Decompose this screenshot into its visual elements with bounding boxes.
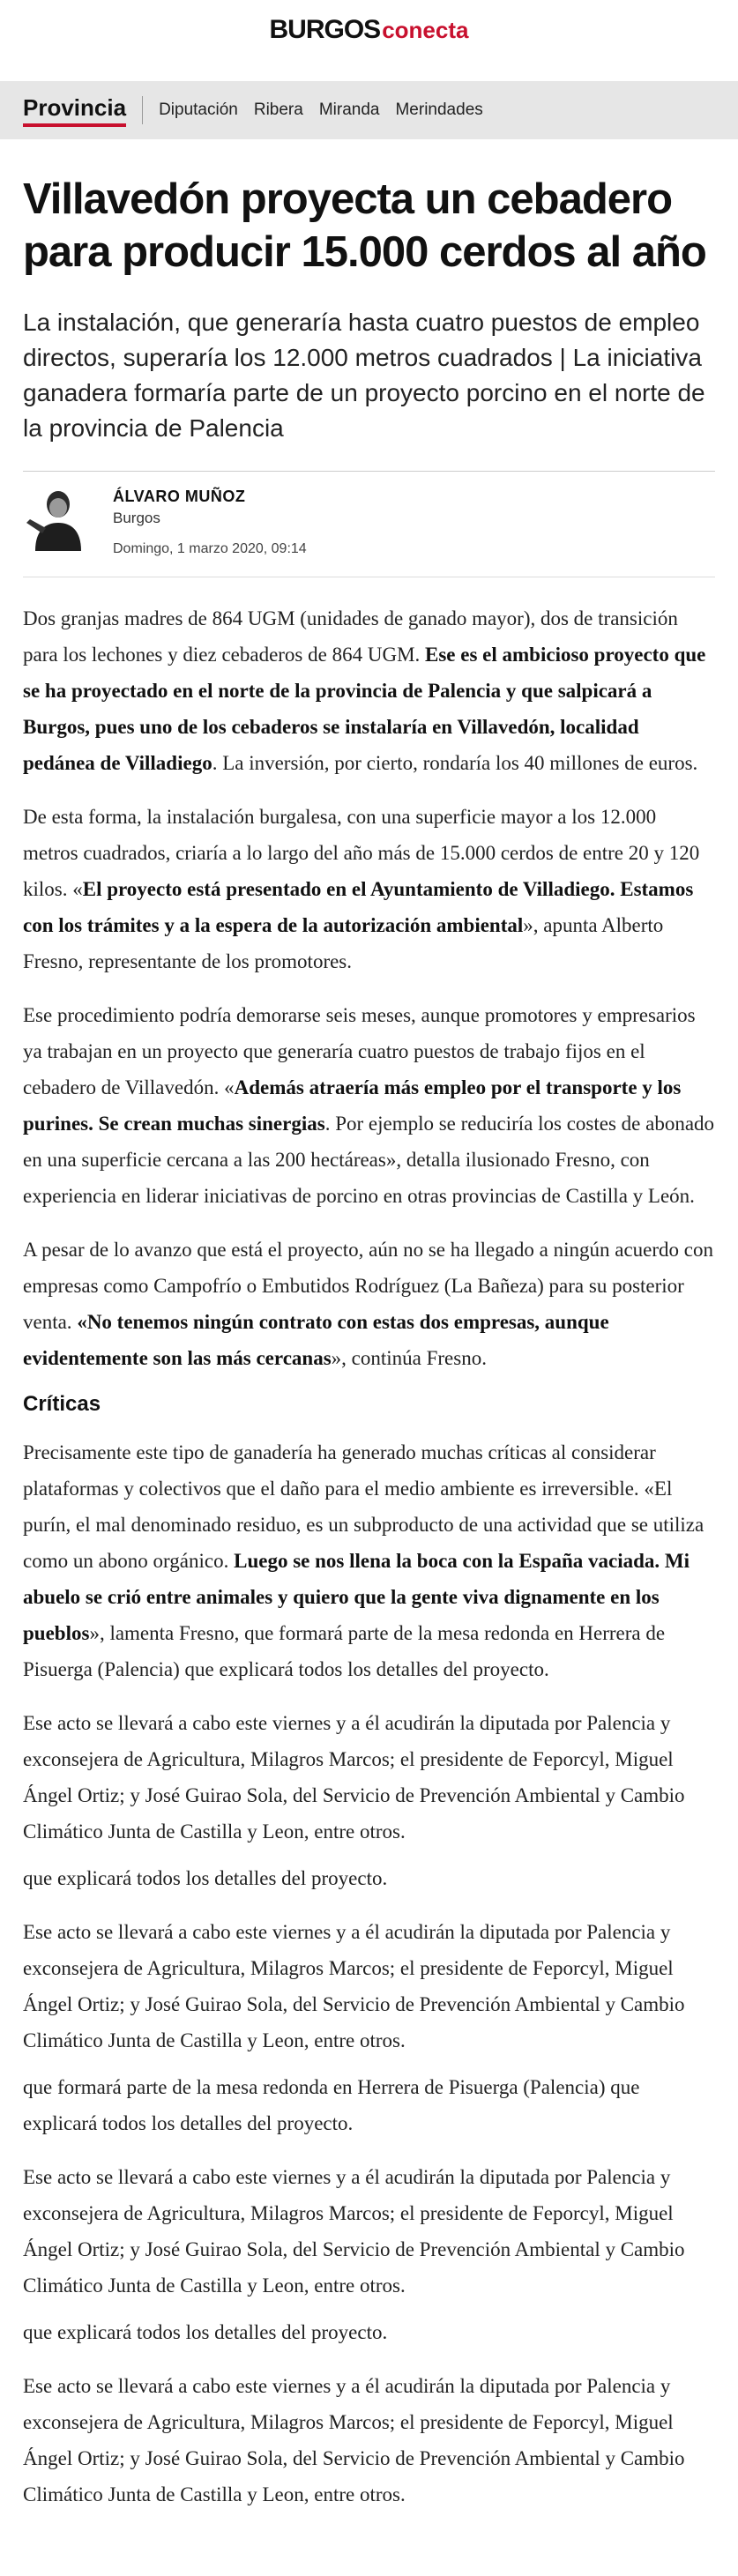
section-nav bbox=[0, 81, 738, 139]
paragraph-12: Ese acto se llevará a cabo este viernes y a él acudirán la diputada por Palencia y exconsejera de Agricultura, Milagros Marcos; el presidente de Feporcyl, Miguel Ángel Ortiz; y José Guirao Sola, del Servicio de Prevención Ambiental y Cambio Climático Junta de Castilla y Leon, entre otros. bbox=[23, 2375, 685, 2505]
section-link-ribera[interactable]: Ribera bbox=[253, 101, 303, 119]
text: Ese procedimiento podría demorarse seis meses, aunque promotores y empresarios ya trabajan en un proyecto que generaría cuatro puestos de trabajo fijos en el cebadero de Villavedón. « bbox=[23, 1004, 696, 1098]
bold-text: Luego se nos llena la boca con la España vaciada. Mi abuelo se crió entre animales y quiero que la gente viva dignamente en los pueblos bbox=[23, 1550, 690, 1644]
author-name[interactable]: ÁLVARO MUÑOZ bbox=[113, 488, 246, 505]
text: A pesar de lo avanzo que está el proyecto, aún no se ha llegado a ningún acuerdo con empresas como Campofrío o Embutidos Rodríguez (La Bañeza) para su posterior venta. bbox=[23, 1239, 713, 1333]
author-info bbox=[113, 480, 307, 557]
paragraph-9: que formará parte de la mesa redonda en Herrera de Pisuerga (Palencia) que explicará todos los detalles del proyecto. bbox=[23, 2076, 640, 2134]
section-link-merindades[interactable]: Merindades bbox=[395, 101, 483, 119]
text: De esta forma, la instalación burgalesa, con una superficie mayor a los 12.000 metros cuadrados, criaría a lo largo del año más de 15.000 cerdos de entre 20 y 120 kilos. « bbox=[23, 806, 700, 900]
section-link-miranda[interactable]: Miranda bbox=[318, 101, 380, 119]
paragraph-4 bbox=[23, 1232, 715, 1376]
site-header bbox=[0, 0, 738, 60]
paragraph-11: que explicará todos los detalles del proyecto. bbox=[23, 2321, 388, 2343]
author-avatar-icon[interactable] bbox=[23, 480, 93, 551]
text: Precisamente este tipo de ganadería ha generado muchas críticas al considerar plataformas y colectivos que el daño para el medio ambiente es irreversible. «El purín, el mal denominado residuo, es un subproducto de una actividad que se utiliza como un abono orgánico. bbox=[23, 1441, 704, 1572]
paragraph-3 bbox=[23, 997, 715, 1214]
byline bbox=[23, 471, 715, 559]
paragraph-8: Ese acto se llevará a cabo este viernes y a él acudirán la diputada por Palencia y exconsejera de Agricultura, Milagros Marcos; el presidente de Feporcyl, Miguel Ángel Ortiz; y José Guirao Sola, del Servicio de Prevención Ambiental y Cambio Climático Junta de Castilla y Leon, entre otros. bbox=[23, 1921, 685, 2051]
text: », lamenta Fresno, que formará parte de la mesa redonda en Herrera de Pisuerga (Palencia) que explicará todos los detalles del proyecto. bbox=[23, 1622, 666, 1680]
article-subtitle: La instalación, que generaría hasta cuatro puestos de empleo directos, superaría los 12.000 metros cuadrados | La iniciativa ganadera formaría parte de un proyecto porcino en el norte de la provincia de Palencia bbox=[23, 309, 705, 442]
paragraph-2 bbox=[23, 799, 715, 979]
text: », continúa Fresno. bbox=[331, 1347, 487, 1369]
bold-text: «No tenemos ningún contrato con estas dos empresas, aunque evidentemente son las más cercanas bbox=[23, 1311, 609, 1369]
article-headline: Villavedón proyecta un cebadero para producir 15.000 cerdos al año bbox=[23, 175, 706, 276]
text: », apunta Alberto Fresno, representante de los promotores. bbox=[23, 914, 664, 972]
logo-main-text: BURGOS bbox=[269, 15, 381, 44]
publish-date: Domingo, 1 marzo 2020, 09:14 bbox=[113, 541, 307, 556]
paragraph-10: Ese acto se llevará a cabo este viernes y a él acudirán la diputada por Palencia y exconsejera de Agricultura, Milagros Marcos; el presidente de Feporcyl, Miguel Ángel Ortiz; y José Guirao Sola, del Servicio de Prevención Ambiental y Cambio Climático Junta de Castilla y Leon, entre otros. bbox=[23, 2166, 685, 2297]
section-divider bbox=[142, 96, 143, 124]
bold-text: Además atraería más empleo por el transporte y los purines. Se crean muchas sinergias bbox=[23, 1076, 682, 1135]
bold-text: El proyecto está presentado en el Ayuntamiento de Villadiego. Estamos con los trámites y a la espera de la autorización ambiental bbox=[23, 878, 694, 936]
section-link-diputacion[interactable]: Diputación bbox=[159, 101, 238, 119]
subheading-criticas: Críticas bbox=[23, 1392, 101, 1416]
author-location: Burgos bbox=[113, 510, 160, 526]
paragraph-1 bbox=[23, 600, 715, 781]
paragraph-6: Ese acto se llevará a cabo este viernes y a él acudirán la diputada por Palencia y exconsejera de Agricultura, Milagros Marcos; el presidente de Feporcyl, Miguel Ángel Ortiz; y José Guirao Sola, del Servicio de Prevención Ambiental y Cambio Climático Junta de Castilla y Leon, entre otros. bbox=[23, 1712, 685, 1843]
article-body bbox=[23, 600, 715, 2513]
paragraph-7: que explicará todos los detalles del proyecto. bbox=[23, 1867, 388, 1889]
bold-text: Ese es el ambicioso proyecto que se ha proyectado en el norte de la provincia de Palencia y que salpicará a Burgos, pues uno de los cebaderos se instalaría en Villavedón, localidad pedánea de Villadiego bbox=[23, 644, 706, 774]
paragraph-5 bbox=[23, 1434, 715, 1687]
logo-accent-text: conecta bbox=[382, 17, 469, 43]
text: . La inversión, por cierto, rondaría los 40 millones de euros. bbox=[212, 752, 698, 774]
site-logo[interactable] bbox=[270, 15, 469, 45]
text: . Por ejemplo se reduciría los costes de abonado en una superficie cercana a las 200 hectáreas», detalla ilusionado Fresno, con experiencia en liderar iniciativas de porcino en otras provincias de Castilla y León. bbox=[23, 1113, 715, 1207]
section-title[interactable]: Provincia bbox=[23, 94, 126, 127]
text: Dos granjas madres de 864 UGM (unidades de ganado mayor), dos de transición para los lechones y diez cebaderos de 864 UGM. bbox=[23, 607, 678, 666]
